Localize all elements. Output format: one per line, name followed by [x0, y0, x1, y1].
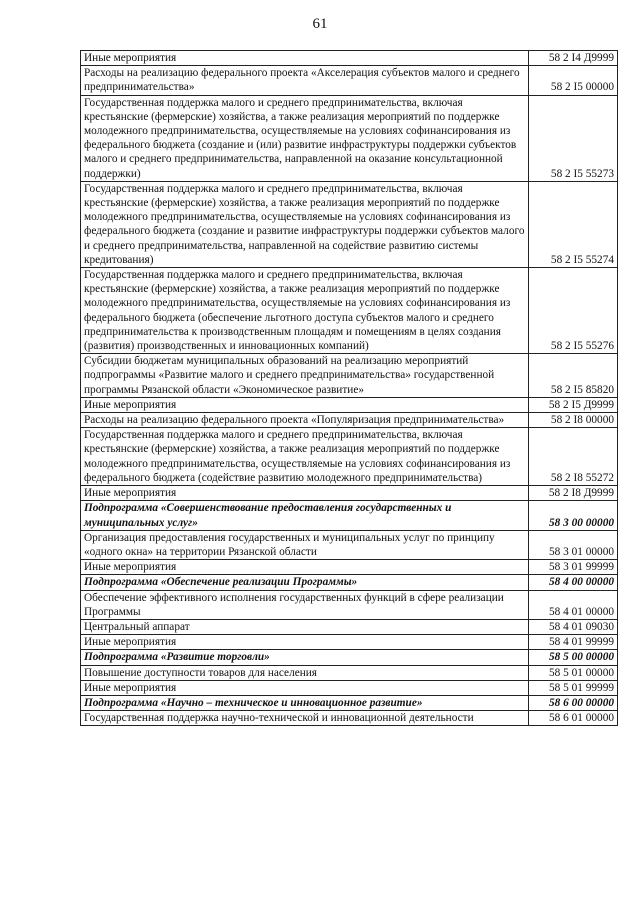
row-code: 58 2 I8 Д9999 [529, 486, 618, 501]
row-code: 58 2 I4 Д9999 [529, 51, 618, 66]
table-row [81, 486, 618, 501]
table-row [81, 711, 618, 726]
row-description: Иные мероприятия [81, 397, 529, 412]
row-code: 58 3 00 00000 [529, 501, 618, 530]
row-code: 58 2 I5 Д9999 [529, 397, 618, 412]
table-row [81, 680, 618, 695]
table-row [81, 95, 618, 181]
row-code: 58 4 00 00000 [529, 575, 618, 590]
budget-classification-table [80, 50, 618, 726]
row-description: Обеспечение эффективного исполнения государственных функций в сфере реализации Программы [81, 590, 529, 619]
row-description: Центральный аппарат [81, 619, 529, 634]
row-code: 58 5 01 00000 [529, 665, 618, 680]
table-row [81, 66, 618, 95]
table-row [81, 268, 618, 354]
row-description: Иные мероприятия [81, 51, 529, 66]
row-code: 58 4 01 00000 [529, 590, 618, 619]
row-description: Подпрограмма «Совершенствование предоставления государственных и муниципальных услуг» [81, 501, 529, 530]
table-row [81, 413, 618, 428]
table-body [81, 51, 618, 726]
row-code: 58 4 01 09030 [529, 619, 618, 634]
subprogram-row [81, 695, 618, 710]
row-code: 58 5 00 00000 [529, 650, 618, 665]
row-description: Государственная поддержка научно-технической и инновационной деятельности [81, 711, 529, 726]
row-description: Расходы на реализацию федерального проекта «Популяризация предпринимательства» [81, 413, 529, 428]
subprogram-row [81, 650, 618, 665]
table-row [81, 397, 618, 412]
row-description: Иные мероприятия [81, 635, 529, 650]
row-code: 58 3 01 99999 [529, 560, 618, 575]
row-description: Субсидии бюджетам муниципальных образований на реализацию мероприятий подпрограммы «Развитие малого и среднего предпринимательства» государственной программы Рязанской области «Экономическое развитие» [81, 354, 529, 398]
row-description: Повышение доступности товаров для населения [81, 665, 529, 680]
row-description: Государственная поддержка малого и среднего предпринимательства, включая крестьянские (фермерские) хозяйства, а также реализация мероприятий по поддержке молодежного предпринимательства, осуществляемые на условиях софинансирования из федерального бюджета (создание и развитие инфраструктуры поддержки субъектов малого и среднего предпринимательства, направленной на содействие развитию системы кредитования) [81, 181, 529, 267]
row-description: Расходы на реализацию федерального проекта «Акселерация субъектов малого и среднего предпринимательства» [81, 66, 529, 95]
table-row [81, 665, 618, 680]
subprogram-row [81, 501, 618, 530]
row-code: 58 2 I5 55276 [529, 268, 618, 354]
row-code: 58 4 01 99999 [529, 635, 618, 650]
row-code: 58 2 I8 00000 [529, 413, 618, 428]
row-code: 58 2 I5 00000 [529, 66, 618, 95]
table-row [81, 428, 618, 486]
row-code: 58 3 01 00000 [529, 530, 618, 559]
table-row [81, 530, 618, 559]
row-description: Государственная поддержка малого и среднего предпринимательства, включая крестьянские (фермерские) хозяйства, а также реализация мероприятий по поддержке молодежного предпринимательства, осуществляемые на условиях софинансирования из федерального бюджета (создание и (или) развитие инфраструктуры поддержки субъектов малого и среднего предпринимательства, направленной на оказание консультационной поддержки) [81, 95, 529, 181]
row-description: Подпрограмма «Научно – техническое и инновационное развитие» [81, 695, 529, 710]
row-description: Иные мероприятия [81, 680, 529, 695]
table-row [81, 619, 618, 634]
row-description: Подпрограмма «Обеспечение реализации Программы» [81, 575, 529, 590]
row-code: 58 5 01 99999 [529, 680, 618, 695]
row-description: Государственная поддержка малого и среднего предпринимательства, включая крестьянские (фермерские) хозяйства, а также реализация мероприятий по поддержке молодежного предпринимательства, осуществляемые на условиях софинансирования из федерального бюджета (содействие развитию молодежного предпринимательства) [81, 428, 529, 486]
row-description: Иные мероприятия [81, 486, 529, 501]
table-row [81, 590, 618, 619]
table-row [81, 354, 618, 398]
row-description: Подпрограмма «Развитие торговли» [81, 650, 529, 665]
table-row [81, 51, 618, 66]
row-description: Иные мероприятия [81, 560, 529, 575]
subprogram-row [81, 575, 618, 590]
row-description: Государственная поддержка малого и среднего предпринимательства, включая крестьянские (фермерские) хозяйства, а также реализация мероприятий по поддержке молодежного предпринимательства, осуществляемые на условиях софинансирования из федерального бюджета (обеспечение льготного доступа субъектов малого и среднего предпринимательства к производственным площадям и помещениям в целях создания (развития) производственных и инновационных компаний) [81, 268, 529, 354]
row-code: 58 6 00 00000 [529, 695, 618, 710]
row-code: 58 2 I5 85820 [529, 354, 618, 398]
page-number: 61 [312, 16, 328, 32]
row-description: Организация предоставления государственных и муниципальных услуг по принципу «одного окна» на территории Рязанской области [81, 530, 529, 559]
row-code: 58 2 I5 55273 [529, 95, 618, 181]
row-code: 58 2 I8 55272 [529, 428, 618, 486]
table-row [81, 560, 618, 575]
row-code: 58 2 I5 55274 [529, 181, 618, 267]
table-row [81, 635, 618, 650]
table-row [81, 181, 618, 267]
row-code: 58 6 01 00000 [529, 711, 618, 726]
